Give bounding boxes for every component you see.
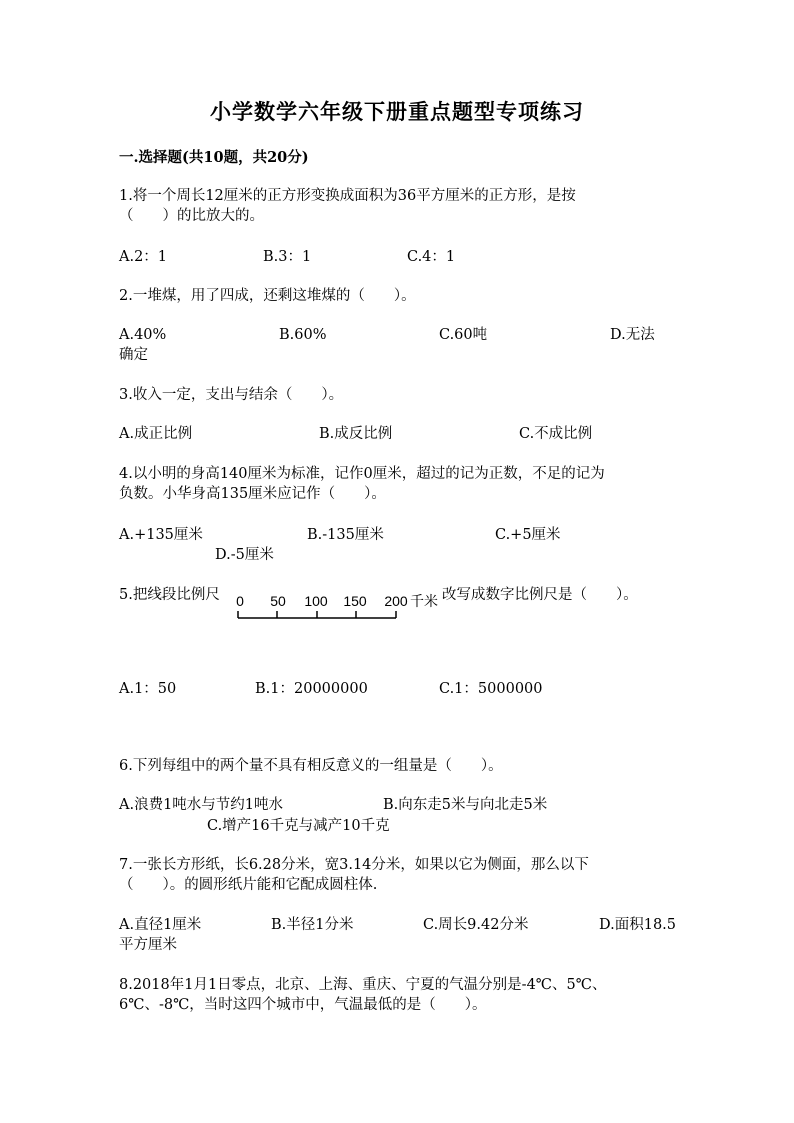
scale-tick-label: 0 bbox=[236, 593, 244, 609]
question-6-option-c: C.增产16千克与减产10千克 bbox=[207, 818, 390, 834]
question-4-option-b: B.-135厘米 bbox=[307, 527, 384, 543]
question-8 bbox=[119, 975, 679, 1015]
question-7-option-b: B.半径1分米 bbox=[271, 917, 354, 933]
question-3-option-c: C.不成比例 bbox=[519, 426, 593, 442]
question-5-suffix: 改写成数字比例尺是（ ）。 bbox=[442, 587, 638, 603]
question-3-option-b: B.成反比例 bbox=[319, 426, 393, 442]
question-2-option-d: D.无法 bbox=[610, 327, 655, 343]
question-1 bbox=[119, 186, 679, 226]
question-6-option-a: A.浪费1吨水与节约1吨水 bbox=[119, 797, 284, 813]
scale-tick-label: 100 bbox=[304, 593, 328, 609]
question-4 bbox=[119, 464, 679, 504]
line-segment-scale bbox=[230, 590, 445, 625]
scale-tick-label: 200 bbox=[384, 593, 408, 609]
scale-unit-label: 千米 bbox=[410, 593, 438, 609]
question-1-option-c: C.4：1 bbox=[407, 249, 456, 265]
question-6-line-1: 6.下列每组中的两个量不具有相反意义的一组量是（ ）。 bbox=[119, 758, 503, 774]
question-4-line-2: 负数。小华身高135厘米应记作（ ）。 bbox=[119, 486, 386, 502]
question-2 bbox=[119, 286, 679, 306]
question-1-option-a: A.2：1 bbox=[119, 249, 168, 265]
question-5-option-b: B.1：20000000 bbox=[255, 681, 368, 697]
question-3 bbox=[119, 385, 679, 405]
question-3-line-1: 3.收入一定，支出与结余（ ）。 bbox=[119, 387, 344, 403]
question-7-option-c: C.周长9.42分米 bbox=[423, 917, 529, 933]
question-7-option-a: A.直径1厘米 bbox=[119, 917, 202, 933]
question-3-option-a: A.成正比例 bbox=[119, 426, 193, 442]
question-8-line-1: 8.2018年1月1日零点，北京、上海、重庆、宁夏的气温分别是-4℃、5℃、 bbox=[119, 977, 607, 993]
question-2-option-b: B.60% bbox=[279, 327, 327, 343]
question-7-option-d-wrap: 平方厘米 bbox=[119, 937, 177, 953]
question-7-line-1: 7.一张长方形纸，长6.28分米，宽3.14分米，如果以它为侧面，那么以下 bbox=[119, 857, 589, 873]
question-2-line-1: 2.一堆煤，用了四成，还剩这堆煤的（ ）。 bbox=[119, 288, 416, 304]
question-6 bbox=[119, 756, 679, 776]
question-4-option-d: D.-5厘米 bbox=[215, 547, 274, 563]
question-4-option-c: C.+5厘米 bbox=[495, 527, 561, 543]
question-7-line-2: （ ）。的圆形纸片能和它配成圆柱体. bbox=[119, 877, 378, 893]
question-8-line-2: 6℃、-8℃，当时这四个城市中，气温最低的是（ ）。 bbox=[119, 997, 487, 1013]
scale-tick-label: 50 bbox=[270, 593, 286, 609]
question-4-option-a: A.+135厘米 bbox=[119, 527, 203, 543]
question-2-option-a: A.40% bbox=[119, 327, 167, 343]
question-7-option-d: D.面积18.5 bbox=[599, 917, 677, 933]
scale-tick-label: 150 bbox=[343, 593, 367, 609]
question-7 bbox=[119, 855, 679, 895]
question-1-line-1: 1.将一个周长12厘米的正方形变换成面积为36平方厘米的正方形，是按 bbox=[119, 188, 576, 204]
section-heading: 一.选择题(共10题，共20分) bbox=[119, 149, 309, 166]
question-5-prefix: 5.把线段比例尺 bbox=[119, 587, 220, 603]
question-1-line-2: （ ）的比放大的。 bbox=[119, 208, 264, 224]
question-2-option-c: C.60吨 bbox=[439, 327, 488, 343]
question-4-line-1: 4.以小明的身高140厘米为标准，记作0厘米，超过的记为正数，不足的记为 bbox=[119, 466, 605, 482]
question-5-option-a: A.1：50 bbox=[119, 681, 177, 697]
question-5-option-c: C.1：5000000 bbox=[439, 681, 543, 697]
page-title: 小学数学六年级下册重点题型专项练习 bbox=[210, 99, 584, 124]
question-6-option-b: B.向东走5米与向北走5米 bbox=[383, 797, 548, 813]
question-2-option-d-wrap: 确定 bbox=[119, 347, 148, 363]
question-1-option-b: B.3：1 bbox=[263, 249, 312, 265]
